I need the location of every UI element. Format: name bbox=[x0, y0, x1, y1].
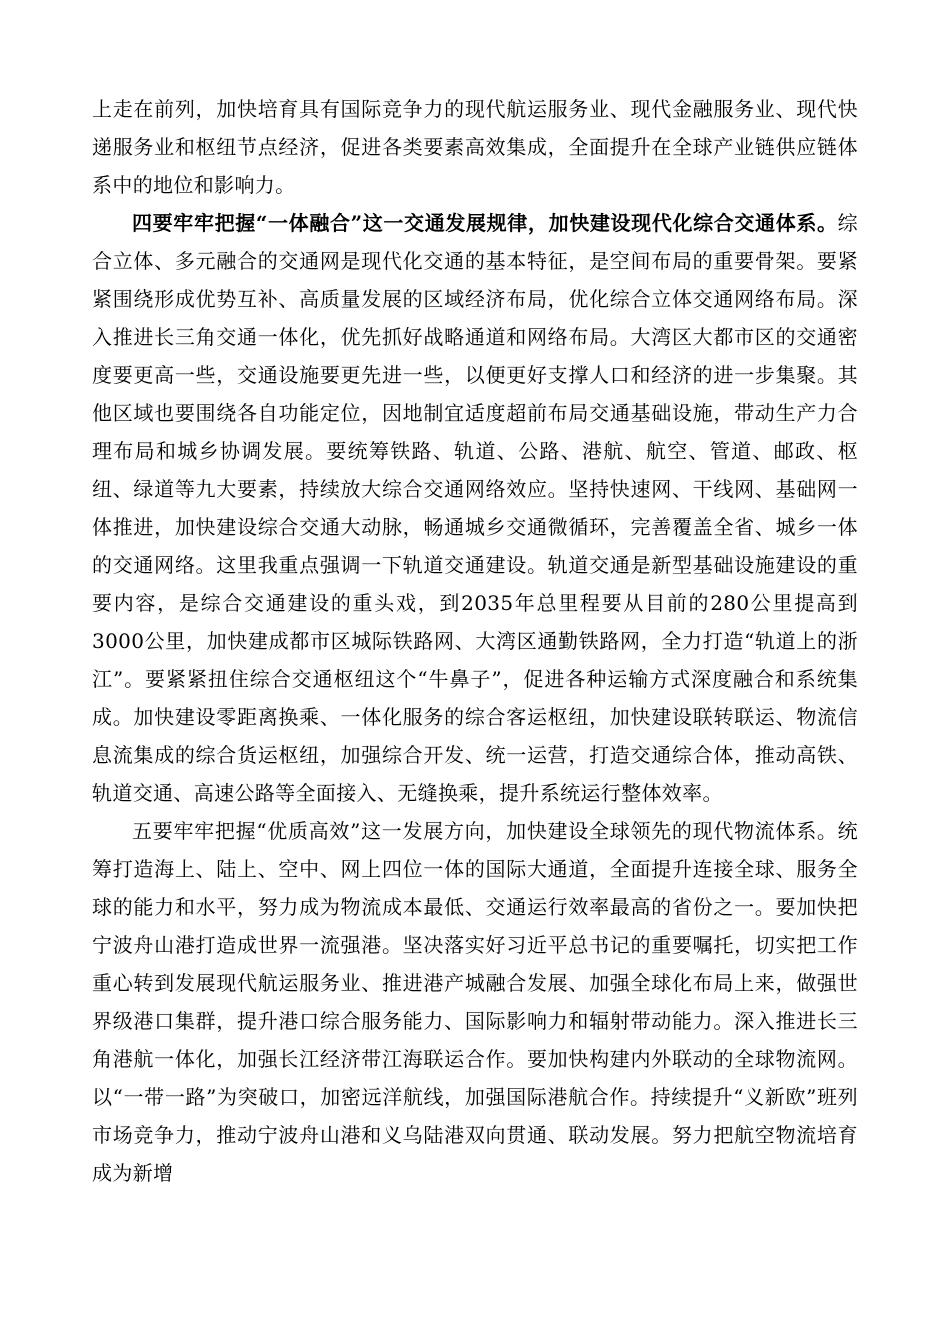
paragraph-3-text: 五要牢牢把握“优质高效”这一发展方向，加快建设全球领先的现代物流体系。统筹打造海上、陆上、空中、网上四位一体的国际大通道，全面提升连接全球、服务全球的能力和水平，努力成为物流成本最低、交通运行效率最高的省份之一。要加快把宁波舟山港打造成世界一流强港。坚决落实好习近平总书记的重要嘱托，切实把工作重心转到发展现代航运服务业、推进港产城融合发展、加强全球化布局上来，做强世界级港口集群，提升港口综合服务能力、国际影响力和辐射带动能力。深入推进长三角港航一体化，加强长江经济带江海联运合作。要加快构建内外联动的全球物流网。以“一带一路”为突破口，加密远洋航线，加强国际港航合作。持续提升“义新欧”班列市场竞争力，推动宁波舟山港和义乌陆港双向贯通、联动发展。努力把航空物流培育成为新增 bbox=[92, 819, 858, 1185]
paragraph-2-heading: 四要牢牢把握“一体融合”这一交通发展规律，加快建设现代化综合交通体系。 bbox=[132, 211, 838, 235]
paragraph-1 bbox=[92, 90, 858, 204]
paragraph-2 bbox=[92, 204, 858, 812]
paragraph-1-text: 上走在前列，加快培育具有国际竞争力的现代航运服务业、现代金融服务业、现代快递服务业和枢纽节点经济，促进各类要素高效集成，全面提升在全球产业链供应链体系中的地位和影响力。 bbox=[92, 97, 858, 197]
document-page bbox=[92, 90, 858, 1192]
paragraph-2-text: 综合立体、多元融合的交通网是现代化交通的基本特征，是空间布局的重要骨架。要紧紧围绕形成优势互补、高质量发展的区域经济布局，优化综合立体交通网络布局。深入推进长三角交通一体化，优先抓好战略通道和网络布局。大湾区大都市区的交通密度要更高一些，交通设施要更先进一些，以便更好支撑人口和经济的进一步集聚。其他区域也要围绕各自功能定位，因地制宜适度超前布局交通基础设施，带动生产力合理布局和城乡协调发展。要统筹铁路、轨道、公路、港航、航空、管道、邮政、枢纽、绿道等九大要素，持续放大综合交通网络效应。坚持快速网、干线网、基础网一体推进，加快建设综合交通大动脉，畅通城乡交通微循环，完善覆盖全省、城乡一体的交通网络。这里我重点强调一下轨道交通建设。轨道交通是新型基础设施建设的重要内容，是综合交通建设的重头戏，到2035年总里程要从目前的280公里提高到3000公里，加快建成都市区城际铁路网、大湾区通勤铁路网，全力打造“轨道上的浙江”。要紧紧扭住综合交通枢纽这个“牛鼻子”，促进各种运输方式深度融合和系统集成。加快建设零距离换乘、一体化服务的综合客运枢纽，加快建设联转联运、物流信息流集成的综合货运枢纽，加强综合开发、统一运营，打造交通综合体，推动高铁、轨道交通、高速公路等全面接入、无缝换乘，提升系统运行整体效率。 bbox=[92, 211, 858, 805]
paragraph-3 bbox=[92, 812, 858, 1192]
